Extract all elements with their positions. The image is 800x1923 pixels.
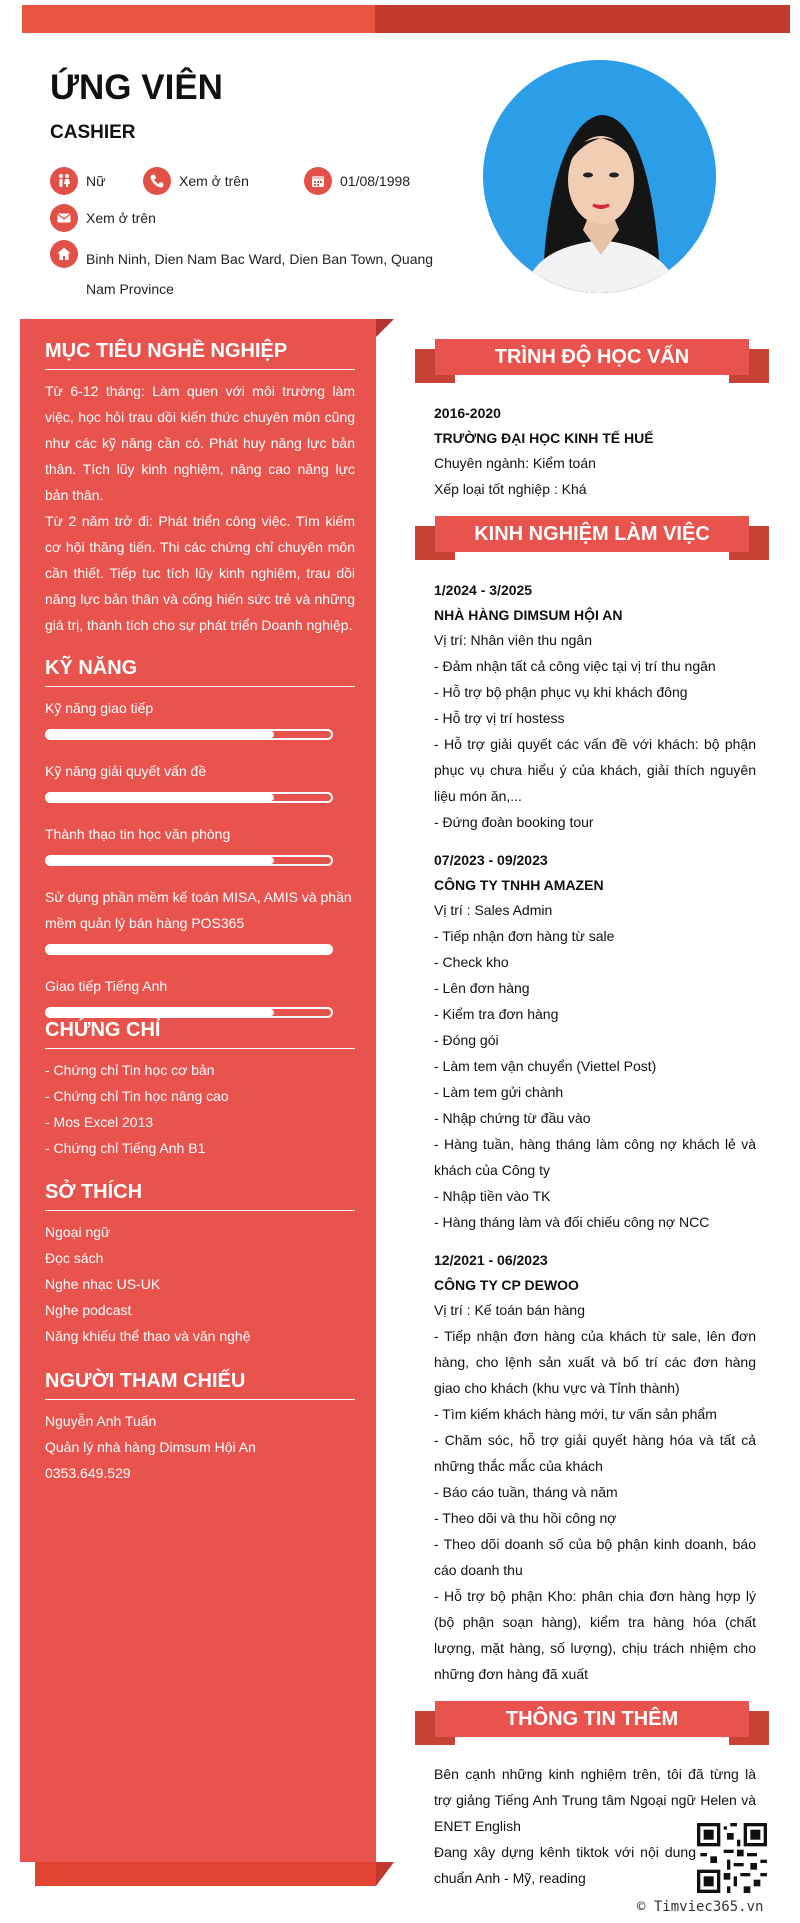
experience-detail: Vị trí : Kế toán bán hàng [434, 1302, 585, 1318]
objective-title: MỤC TIÊU NGHỀ NGHIỆP [45, 340, 355, 370]
hobby-item: Đọc sách [45, 1250, 104, 1266]
experience-detail: - Kiểm tra đơn hàng [434, 1006, 559, 1022]
reference-position: Quản lý nhà hàng Dimsum Hội An [45, 1439, 256, 1455]
birthday-row [304, 167, 410, 195]
certificate-item: - Chứng chỉ Tin học cơ bản [45, 1062, 215, 1078]
reference-name: Nguyễn Anh Tuấn [45, 1413, 157, 1429]
references-title: NGƯỜI THAM CHIẾU [45, 1370, 355, 1400]
skill-item [45, 695, 355, 740]
objective-short-term: Từ 6-12 tháng: Làm quen với môi trường làm việc, học hỏi trau dồi kiến thức chuyên môn cũng như các kỹ năng cần có. Phát huy năng lực bản thân. Tích lũy kinh nghiệm, nâng cao năng lực bản thân. [45, 383, 355, 503]
email-value[interactable]: Xem ở trên [86, 210, 156, 226]
skill-name: Giao tiếp Tiếng Anh [45, 978, 168, 994]
skill-level-fill [47, 731, 274, 738]
panel-fold-top [376, 319, 394, 337]
hobby-item: Nghe podcast [45, 1302, 132, 1318]
certificates-section [45, 1019, 355, 1161]
experience-detail: - Nhập chứng từ đầu vào [434, 1110, 591, 1126]
email-row [50, 204, 156, 232]
experience-detail: - Check kho [434, 954, 509, 970]
skill-name: Kỹ năng giao tiếp [45, 700, 154, 716]
certificate-item: - Mos Excel 2013 [45, 1114, 154, 1130]
skill-name: Kỹ năng giải quyết vấn đề [45, 763, 207, 779]
experience-detail: - Hàng tuần, hàng tháng làm công nợ khách lẻ và khách của Công ty [434, 1136, 756, 1178]
gender-row [50, 167, 105, 195]
skill-name: Sử dụng phần mềm kế toán MISA, AMIS và phần mềm quản lý bán hàng POS365 [45, 889, 352, 931]
top-banner-right [375, 5, 790, 33]
skill-level-bar [45, 1007, 333, 1018]
experience-detail: - Hàng tháng làm và đối chiếu công nợ NCC [434, 1214, 710, 1230]
experience-detail: - Tiếp nhận đơn hàng từ sale [434, 928, 615, 944]
experience-item [434, 1247, 756, 1687]
hobby-item: Nghe nhạc US-UK [45, 1276, 161, 1292]
calendar-icon [304, 167, 332, 195]
education-section [434, 400, 756, 502]
experience-detail: - Lên đơn hàng [434, 980, 530, 996]
candidate-name: ỨNG VIÊN [50, 68, 223, 107]
skill-level-bar [45, 792, 333, 803]
experience-detail: - Hỗ trợ giải quyết các vấn đề với khách: bộ phận phục vụ chưa hiểu ý của khách, giải thích nguyên liệu món ăn,... [434, 736, 756, 804]
objective-long-term: Từ 2 năm trở đi: Phát triển công việc. Tìm kiếm cơ hội thăng tiến. Thi các chứng chỉ chuyên môn cần thiết. Tiếp tục tích lũy kinh nghiệm, trau dồi năng lực bản thân và cống hiến sức trẻ và những giá trị, thành tích cho sự phát triển Doanh nghiệp. [45, 513, 355, 633]
skill-level-bar [45, 729, 333, 740]
top-banner [0, 5, 790, 33]
experience-detail: - Theo dõi và thu hồi công nợ [434, 1510, 617, 1526]
hobby-item: Năng khiếu thể thao và văn nghệ [45, 1328, 251, 1344]
qr-code [697, 1823, 767, 1893]
experience-detail: - Tiếp nhận đơn hàng của khách từ sale, lên đơn hàng, cho lệnh sản xuất và bố trí các đơn hàng giao cho khách (khu vực và Tỉnh thành) [434, 1328, 756, 1396]
phone-icon [143, 167, 171, 195]
experience-period: 1/2024 - 3/2025 [434, 582, 533, 598]
references-section [45, 1370, 355, 1486]
experience-detail: - Báo cáo tuần, tháng và năm [434, 1484, 618, 1500]
skill-level-bar [45, 855, 333, 866]
skills-section [45, 657, 355, 1036]
experience-detail: - Đứng đoàn booking tour [434, 814, 594, 830]
education-grade: Xếp loại tốt nghiệp : Khá [434, 481, 587, 497]
hobbies-title: SỞ THÍCH [45, 1181, 355, 1211]
experience-ribbon [415, 516, 769, 552]
skill-level-fill [47, 857, 274, 864]
experience-detail: - Làm tem gửi chành [434, 1084, 564, 1100]
panel-fold-corner [376, 1862, 394, 1886]
skills-title: KỸ NĂNG [45, 657, 355, 687]
panel-fold-bottom [35, 1862, 376, 1886]
experience-detail: - Hỗ trợ bộ phận Kho: phân chia đơn hàng hợp lý (bộ phận soạn hàng), kiểm tra hàng hóa (chất lượng, mặt hàng, số lượng), chịu trách nhiệm cho những đơn hàng đã xuất [434, 1588, 756, 1682]
experience-detail: - Hỗ trợ bộ phận phục vụ khi khách đông [434, 684, 688, 700]
gender-value: Nữ [86, 173, 106, 189]
profile-photo [483, 60, 716, 293]
education-title: TRÌNH ĐỘ HỌC VẤN [435, 339, 749, 375]
address-row [50, 240, 86, 268]
skill-name: Thành thạo tin học văn phòng [45, 826, 231, 842]
skill-level-fill [47, 1009, 274, 1016]
experience-item [434, 847, 756, 1235]
experience-detail: Vị trí: Nhân viên thu ngân [434, 632, 592, 648]
experience-detail: - Theo dõi doanh số của bộ phận kinh doanh, báo cáo doanh thu [434, 1536, 756, 1578]
skill-item [45, 884, 355, 955]
hobbies-section [45, 1181, 355, 1349]
additional-ribbon [415, 1701, 769, 1737]
experience-title: KINH NGHIỆM LÀM VIỆC [435, 516, 749, 552]
skills-list [45, 695, 355, 1018]
experience-period: 07/2023 - 09/2023 [434, 852, 548, 868]
certificate-item: - Chứng chỉ Tin học nâng cao [45, 1088, 229, 1104]
skill-level-bar [45, 944, 333, 955]
skill-level-fill [47, 946, 331, 953]
phone-row [143, 167, 249, 195]
experience-company: NHÀ HÀNG DIMSUM HỘI AN [434, 607, 623, 623]
experience-detail: Vị trí : Sales Admin [434, 902, 553, 918]
address-value: Binh Ninh, Dien Nam Bac Ward, Dien Ban Town, Quang Nam Province [86, 251, 434, 297]
experience-company: CÔNG TY TNHH AMAZEN [434, 877, 604, 893]
gender-icon [50, 167, 78, 195]
phone-value[interactable]: Xem ở trên [179, 173, 249, 189]
experience-detail: - Tìm kiếm khách hàng mới, tư vấn sản phẩm [434, 1406, 717, 1422]
skill-item [45, 973, 355, 1018]
certificate-item: - Chứng chỉ Tiếng Anh B1 [45, 1140, 206, 1156]
email-icon [50, 204, 78, 232]
education-school: TRƯỜNG ĐẠI HỌC KINH TẾ HUẾ [434, 430, 654, 446]
experience-item [434, 577, 756, 835]
certificates-title: CHỨNG CHỈ [45, 1019, 355, 1049]
hobby-item: Ngoại ngữ [45, 1224, 111, 1240]
reference-phone[interactable]: 0353.649.529 [45, 1465, 131, 1481]
additional-line: Đang xây dựng kênh tiktok với nội dung chuẩn Anh - Mỹ, reading [434, 1844, 696, 1886]
skill-item [45, 758, 355, 803]
birthday-value: 01/08/1998 [340, 173, 411, 189]
additional-line: Bên cạnh những kinh nghiệm trên, tôi đã từng là trợ giảng Tiếng Anh Trung tâm Ngoại ngữ Helen và ENET English [434, 1766, 756, 1834]
experience-detail: - Chăm sóc, hỗ trợ giải quyết hàng hóa và tất cả những thắc mắc của khách [434, 1432, 756, 1474]
home-icon [50, 240, 78, 268]
skill-item [45, 821, 355, 866]
additional-title: THÔNG TIN THÊM [435, 1701, 749, 1737]
experience-detail: - Đóng gói [434, 1032, 499, 1048]
experience-detail: - Hỗ trợ vị trí hostess [434, 710, 565, 726]
education-period: 2016-2020 [434, 405, 501, 421]
experience-period: 12/2021 - 06/2023 [434, 1252, 548, 1268]
objective-section [45, 340, 355, 638]
experience-company: CÔNG TY CP DEWOO [434, 1277, 579, 1293]
skill-level-fill [47, 794, 274, 801]
experience-detail: - Làm tem vận chuyển (Viettel Post) [434, 1058, 657, 1074]
education-major: Chuyên ngành: Kiểm toán [434, 455, 596, 471]
job-title: CASHIER [50, 122, 136, 143]
experience-detail: - Nhập tiền vào TK [434, 1188, 551, 1204]
top-banner-left [22, 5, 375, 33]
experience-section [434, 577, 756, 1699]
education-ribbon [415, 339, 769, 375]
experience-detail: - Đảm nhận tất cả công việc tại vị trí thu ngân [434, 658, 716, 674]
footer-copyright: © Timviec365.vn [637, 1899, 764, 1915]
